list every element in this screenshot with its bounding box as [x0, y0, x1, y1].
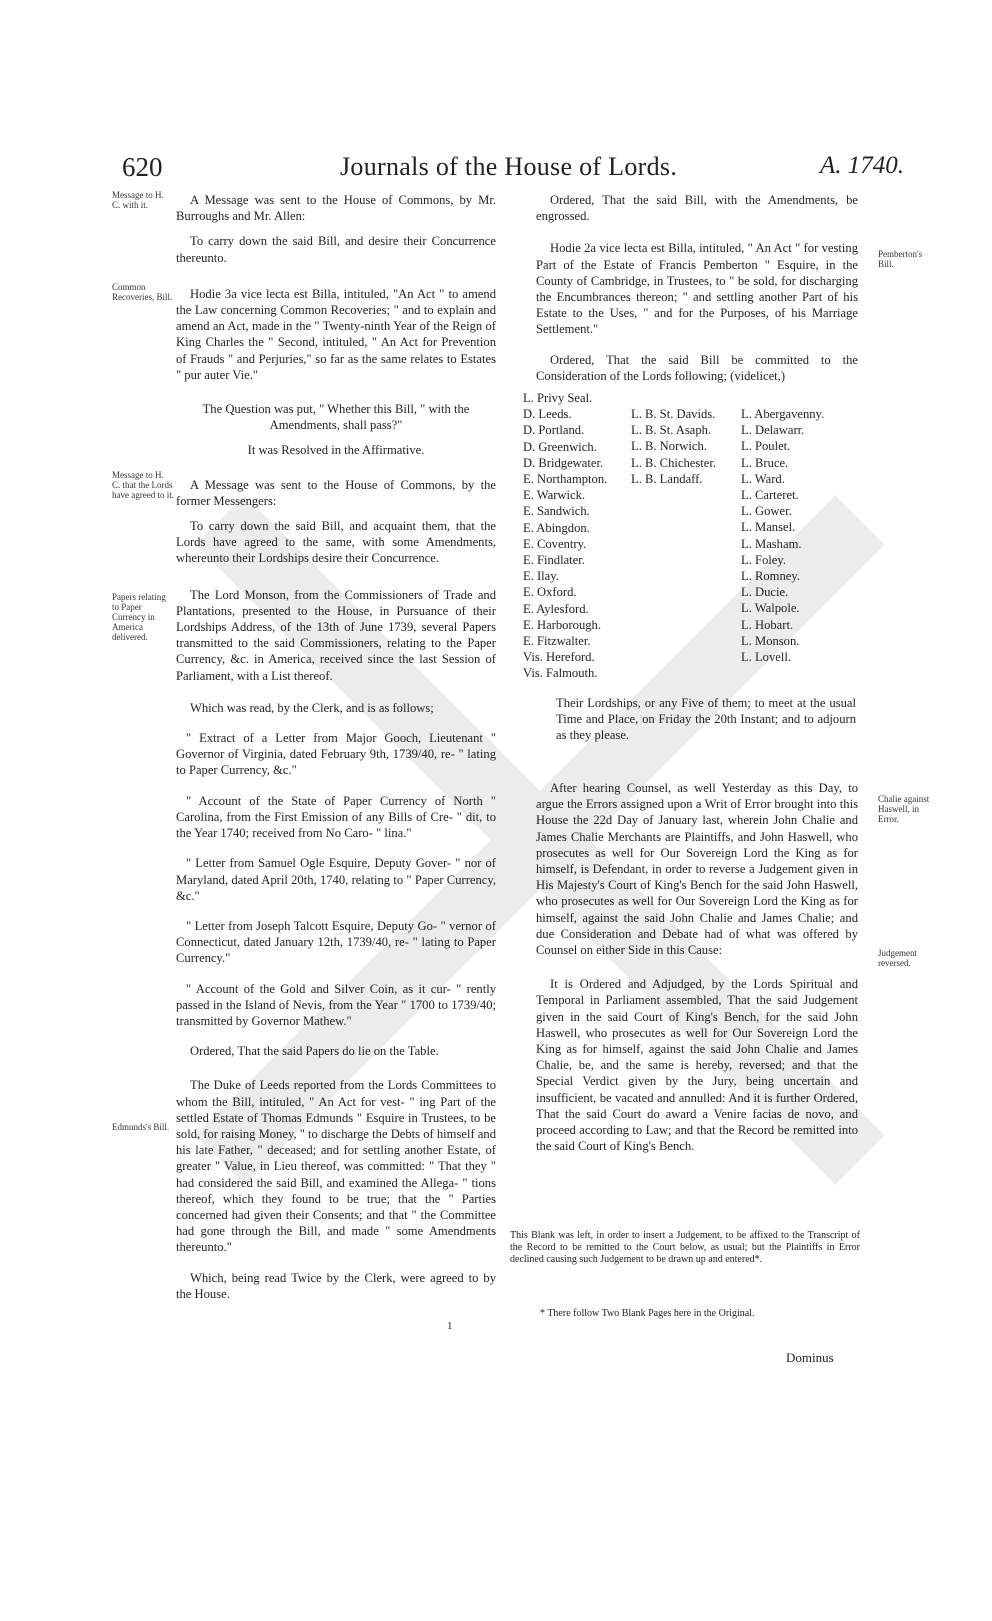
lord-name: L. B. Norwich.	[631, 439, 707, 454]
lord-name: L. Abergavenny.	[741, 407, 825, 421]
lord-name: D. Greenwich.	[523, 439, 597, 454]
page-year: A. 1740.	[820, 152, 905, 179]
page-title: Journals of the House of Lords.	[340, 152, 678, 181]
lord-name: L. Lovell.	[741, 650, 792, 665]
lord-name: E. Coventry.	[523, 536, 587, 551]
lords-list-col3	[741, 406, 824, 665]
lord-name: L. Foley.	[741, 552, 787, 567]
lord-name: L. Carteret.	[741, 488, 799, 503]
lord-name: L. Delawarr.	[741, 423, 805, 438]
lord-name: E. Aylesford.	[523, 601, 589, 616]
margin-note: Message to H. C. that the Lords have agreed to it.	[112, 470, 174, 500]
margin-note: Judgement reversed.	[878, 948, 917, 968]
quoted-item: " Letter from Samuel Ogle Esquire, Deputy Gover- " nor of Maryland, dated April 20th, 1740, relating to " Paper Currency, &c."	[176, 856, 496, 903]
lord-name: E. Harborough.	[523, 617, 601, 632]
quoted-item: " Letter from Joseph Talcott Esquire, Deputy Go- " vernor of Connecticut, dated January 12th, 1739/40, re- " lating to Paper Currency."	[176, 918, 496, 966]
lord-name: L. Walpole.	[741, 601, 800, 616]
lord-name: L. Ducie.	[741, 585, 789, 600]
lord-name: D. Portland.	[523, 423, 585, 438]
lords-list-col1	[523, 390, 607, 682]
paragraph: Hodie 3a vice lecta est Billa, intituled, "An Act " to amend the Law concerning Common Recoveries; " and to explain and amend an Act, made in the " Twenty-ninth Year of the Reign of King Charles the " Second, intituled, " An Act for Prevention of Frauds " and Perjuries," so far as the same relates to Estates " pur auter Vie."	[176, 286, 496, 382]
margin-note: Pemberton's Bill.	[878, 249, 923, 269]
paragraph: Ordered, That the said Papers do lie on the Table.	[190, 1044, 439, 1059]
margin-note: Message to H. C. with it.	[112, 190, 164, 210]
lord-name: L. Mansel.	[741, 520, 796, 535]
paragraph: Ordered, That the said Bill, with the Amendments, be engrossed.	[536, 193, 858, 224]
paragraph: After hearing Counsel, as well Yesterday as this Day, to argue the Errors assigned upon a Writ of Error brought into this House the 22d Day of January last, wherein John Chalie and James Chalie Merchants are Plaintiffs, and John Haswell, who prosecutes as well for Our Sovereign Lord the King as for himself, is Defendant, in order to reverse a Judgement given in His Majesty's Court of King's Bench for the said John Haswell, who prosecutes as well for Our Sovereign Lord the King as for himself, against the said John Chalie and James Chalie; and due Consideration and Debate had of what was offered by Counsel on either Side in this Cause:	[536, 781, 858, 958]
left-column	[176, 192, 496, 1311]
quoted-item: " Account of the Gold and Silver Coin, as it cur- " rently passed in the Island of Nevis, from the Year " 1700 to 1739/40; transmitted by Governor Mathew."	[176, 981, 496, 1028]
right-column-bottom	[536, 780, 858, 1163]
margin-note: Papers relating to Paper Currency in America delivered.	[112, 592, 166, 642]
paragraph: A Message was sent to the House of Commons, by Mr. Burroughs and Mr. Allen:	[176, 193, 496, 224]
signature-mark: 1	[447, 1320, 453, 1332]
lord-name: L. B. St. Asaph.	[631, 423, 712, 438]
lord-name: E. Fitzwalter.	[523, 634, 591, 649]
paragraph: To carry down the said Bill, and desire their Concurrence thereunto.	[176, 234, 496, 265]
lords-list-col2	[631, 406, 716, 487]
lord-name: Vis. Falmouth.	[523, 666, 598, 681]
lord-name: L. B. Landaff.	[631, 471, 703, 486]
lord-name: E. Warwick.	[523, 488, 586, 503]
lord-name: E. Oxford.	[523, 585, 577, 600]
paragraph: Ordered, That the said Bill be committed to the Consideration of the Lords following; (videlicet,)	[536, 352, 858, 383]
lord-name: D. Bridgewater.	[523, 455, 604, 470]
paragraph: The Duke of Leeds reported from the Lords Committees to whom the Bill, intituled, " An Act for vest- " ing Part of the settled Estate of Thomas Edmunds " Esquire in Trustees, to be sold, for raising Money, " to discharge the Debts of himself and his late Father, " deceased; and for settling another Estate, of greater " Value, in Lieu thereof, was committed: " That they " had considered the said Bill, and examined the Allega- " tions thereof, which they found to be true; that the " Parties concerned had given their Consents; and that " the Committee had gone through the Bill, and made " some Amendments thereunto."	[176, 1078, 496, 1255]
paragraph: It was Resolved in the Affirmative.	[247, 443, 425, 458]
adjourn-paragraph	[556, 695, 856, 753]
lord-name: L. Bruce.	[741, 455, 789, 470]
paragraph: Which, being read Twice by the Clerk, were agreed to by the House.	[176, 1270, 496, 1301]
lord-name: Vis. Hereford.	[523, 650, 595, 665]
lord-name: E. Sandwich.	[523, 504, 590, 519]
lord-name: L. Privy Seal.	[523, 391, 593, 405]
footnote-star: * There follow Two Blank Pages here in the Original.	[540, 1308, 755, 1319]
catchword: Dominus	[786, 1350, 834, 1365]
paragraph: Which was read, by the Clerk, and is as follows;	[190, 700, 434, 715]
footnote: This Blank was left, in order to insert a Judgement, to be affixed to the Transcript of the Record to be remitted to the Court below, as usual; but the Plaintiffs in Error declined causing such Judgement to be drawn up and entered*.	[510, 1230, 860, 1265]
lord-name: L. Romney.	[741, 569, 800, 584]
margin-note: Common Recoveries, Bill.	[112, 282, 173, 302]
lord-name: L. B. Chichester.	[631, 455, 716, 470]
paragraph: The Question was put, " Whether this Bill, " with the Amendments, shall pass?"	[202, 402, 470, 433]
paragraph: Their Lordships, or any Five of them; to meet at the usual Time and Place, on Friday the 20th Instant; and to adjourn as they please.	[556, 696, 856, 743]
paragraph: A Message was sent to the House of Commons, by the former Messengers:	[176, 477, 496, 508]
lord-name: E. Ilay.	[523, 569, 559, 584]
paragraph: Hodie 2a vice lecta est Billa, intituled, " An Act " for vesting Part of the Estate of Francis Pemberton " Esquire, in the County of Cambridge, in Trustees, to " be sold, for discharging the Encumbrances thereon; " and settling another Part of his Estate to the Uses, " and for the Purposes, of his Marriage Settlement."	[536, 241, 858, 337]
lord-name: L. Gower.	[741, 504, 792, 519]
paragraph: It is Ordered and Adjudged, by the Lords Spiritual and Temporal in Parliament assembled, That the said Judgement given in the said Court of King's Bench, for the said John Haswell, who prosecutes as well for Our Sovereign Lord the King as for himself, against the said John Chalie and James Chalie, be, and the same is hereby, reversed; and that the Special Verdict given by the Jury, being uncertain and insufficient, be vacated and annulled: And it is further Ordered, That the said Court do award a Venire facias de novo, and proceed according to Law; and that the Record be remitted into the said Court of King's Bench.	[536, 977, 858, 1154]
lord-name: L. Hobart.	[741, 617, 794, 632]
quoted-item: " Account of the State of Paper Currency of North " Carolina, from the First Emission of any Bills of Cre- " dit, to the Year 1740; received from No Caro- " lina."	[176, 793, 496, 841]
lord-name: E. Northampton.	[523, 472, 608, 487]
paragraph: The Lord Monson, from the Commissioners of Trade and Plantations, presented to the House, in Pursuance of their Lordships Address, of the 13th of June 1739, several Papers transmitted to the said Commissioners, relating to the Paper Currency, &c. in America, received since the last Session of Parliament, with a List thereof.	[176, 587, 496, 683]
lord-name: L. Masham.	[741, 536, 802, 551]
page-number: 620	[122, 152, 163, 182]
lord-name: E. Abingdon.	[523, 520, 590, 535]
lord-name: L. Ward.	[741, 471, 785, 486]
lord-name: L. Monson.	[741, 633, 800, 648]
paragraph: To carry down the said Bill, and acquaint them, that the Lords have agreed to the same, with some Amendments, whereunto their Lordships desire their Concurrence.	[176, 519, 496, 566]
right-column-top	[536, 192, 858, 393]
lord-name: E. Findlater.	[523, 553, 585, 568]
margin-note: Chalie against Haswell, in Error.	[878, 794, 930, 824]
margin-note: Edmunds's Bill.	[112, 1122, 170, 1132]
quoted-item: " Extract of a Letter from Major Gooch, Lieutenant " Governor of Virginia, dated February 9th, 1739/40, re- " lating to Paper Currency, &c."	[176, 731, 496, 778]
lord-name: L. Poulet.	[741, 439, 791, 454]
page-header	[0, 152, 992, 192]
lord-name: D. Leeds.	[523, 407, 572, 422]
lord-name: L. B. St. Davids.	[631, 407, 716, 421]
